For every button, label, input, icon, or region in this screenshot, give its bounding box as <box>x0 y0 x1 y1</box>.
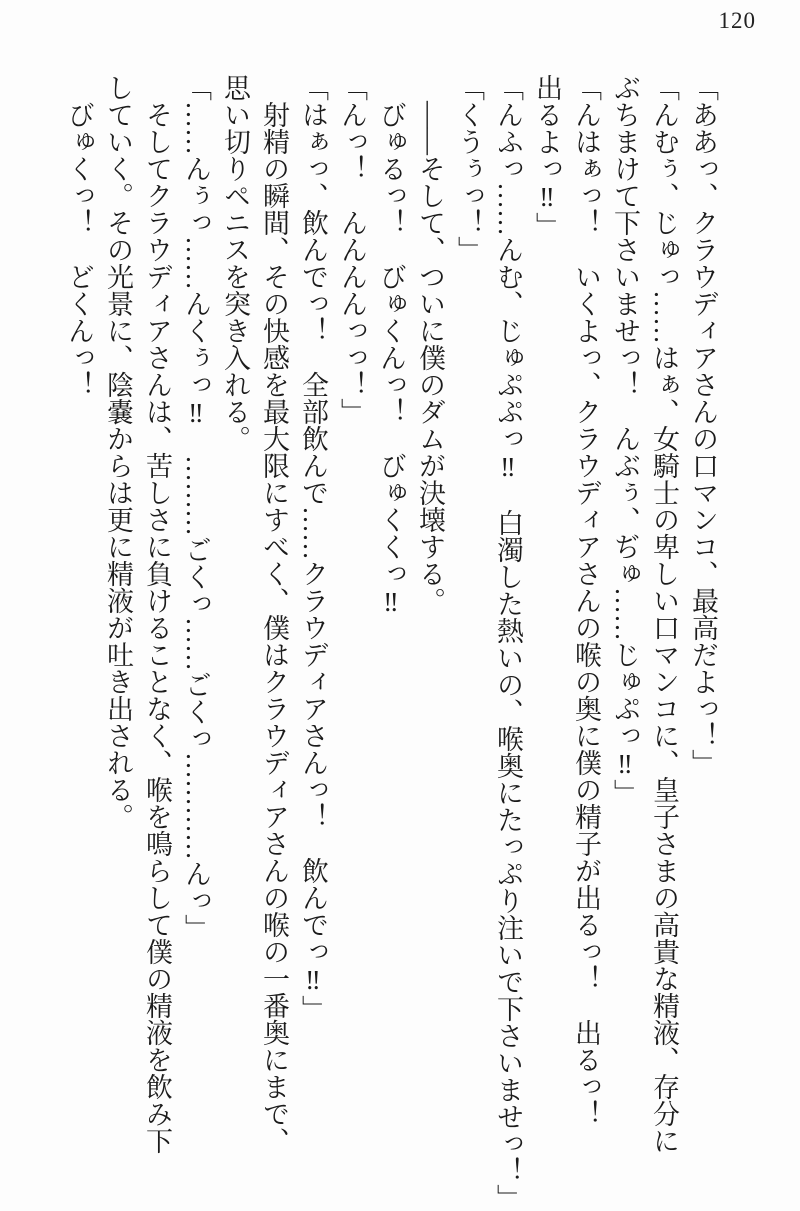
text-column: びゅくっ！ どくんっ！ <box>64 101 94 398</box>
page-text <box>59 74 722 1211</box>
text-column: そしてクラウディアさんは、苦しさに負けることなく、喉を鳴らして僕の精液を飲み下 <box>142 101 172 1154</box>
text-column: 「んはぁっ！ いくよっ、クラウディアさんの喉の奥に僕の精子が出るっ！ 出るっ！ <box>571 74 601 1127</box>
text-column: していく。その光景に、陰嚢からは更に精液が吐き出される。 <box>103 74 133 830</box>
text-column: 「んむぅ、じゅっ……はぁ、女騎士の卑しい口マンコに、皇子さまの高貴な精液、存分に <box>649 74 679 1154</box>
text-column: 「……んぅっ……んくぅっ‼ ………ごくっ……ごくっ…………んっ」 <box>181 74 211 941</box>
text-column: びゅるっ！ びゅくんっ！ びゅくくっ‼ <box>376 101 406 617</box>
text-column: ぶちまけて下さいませっ！ んぶぅ、ぢゅ……じゅぷっ‼」 <box>610 74 640 806</box>
text-column: 「んっ！ んんんんっっ！」 <box>337 74 367 425</box>
text-column: ――そして、ついに僕のダムが決壊する。 <box>415 101 445 614</box>
text-column: 射精の瞬間、その快感を最大限にすべく、僕はクラウディアさんの喉の一番奥にまで、 <box>259 101 289 1154</box>
page-number: 120 <box>718 8 756 33</box>
text-column: 「くうぅっ！」 <box>454 74 484 263</box>
text-column: 出るよっ‼」 <box>532 74 562 239</box>
text-column: 「ああっ、クラウディアさんの口マンコ、最高だよっ！」 <box>688 74 718 776</box>
text-column: 「んふっ……んむ、じゅぷぷっ‼ 白濁した熱いの、喉奥にたっぷり注いで下さいませっ！」 <box>493 74 523 1211</box>
text-column: 「はぁっ、飲んでっ！ 全部飲んで……クラウディアさんっ！ 飲んでっ‼」 <box>298 74 328 1022</box>
text-column: 思い切りペニスを突き入れる。 <box>220 74 250 452</box>
